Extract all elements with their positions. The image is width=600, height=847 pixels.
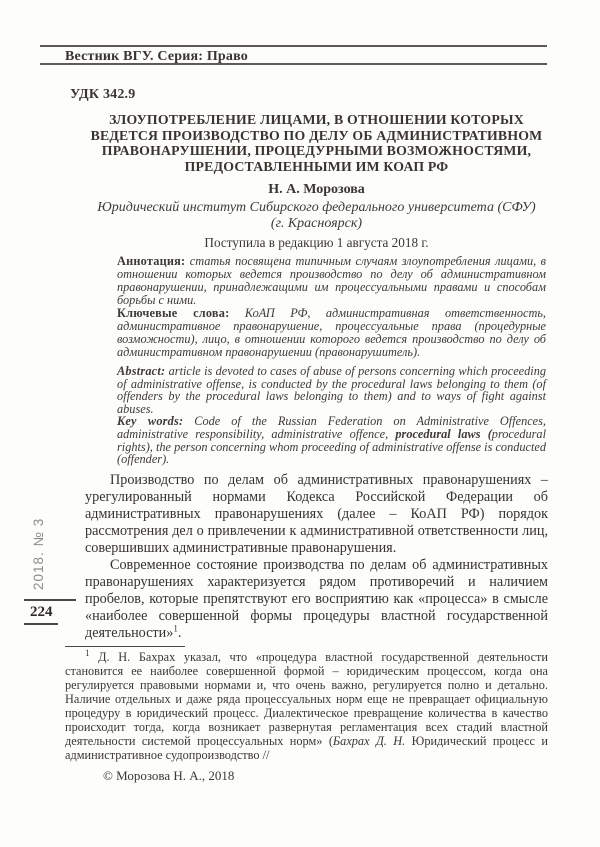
annotation-ru-keywords-label: Ключевые слова: xyxy=(117,306,230,320)
footnote-1-text xyxy=(65,647,548,762)
footnote-1-number: 1 xyxy=(85,647,90,658)
article-body xyxy=(85,472,548,642)
abstract-en-text: article is devoted to cases of abuse of persons concerning which proceeding of administrative offense, is conducted by the procedural laws belonging to them (of offenders by the procedural laws belonging to them) and to ways of fight against abuses. xyxy=(117,364,546,416)
annotation-ru-block xyxy=(117,255,546,359)
page-number-rule-bottom xyxy=(24,623,58,625)
annotation-ru-keywords xyxy=(117,307,546,359)
annotation-ru-label: Аннотация: xyxy=(117,254,186,268)
abstract-en-keywords-bold: procedural laws ( xyxy=(395,426,492,441)
abstract-en-keywords-part1: Code of the Russian Federation on Administrative Offences, administrative responsibility, administrative offence, xyxy=(117,414,546,441)
annotation-ru-paragraph xyxy=(117,255,546,307)
footnote-reference-mark: 1 xyxy=(173,623,178,634)
body-paragraph-2-text: Современное состояние производства по делам об административных правонарушениях характеризуется рядом противоречий и наличием пробелов, которые препятствуют его восприятию как «процесса» в смысле «наиболее совершенной формы процедуры властной государственной деятельности» xyxy=(85,556,548,641)
article-author: Н. А. Морозова xyxy=(268,182,365,197)
abstract-en-keywords-part2: procedural rights), the person concerning whom proceeding of administrative offense is conducted (offender). xyxy=(117,426,546,467)
page-number-rule-top xyxy=(24,599,76,601)
footnote-1-tail: Юридический процесс и административное судопроизводство // xyxy=(65,733,548,762)
abstract-en-keywords-label: Key words: xyxy=(117,414,184,429)
running-header xyxy=(40,45,547,65)
running-header-text: Вестник ВГУ. Серия: Право xyxy=(65,49,248,64)
margin-issue-label: 2018. № 3 xyxy=(31,517,46,590)
udc-code: УДК 342.9 xyxy=(70,87,136,102)
received-date: Поступила в редакцию 1 августа 2018 г. xyxy=(204,235,429,250)
body-paragraph-2 xyxy=(85,557,548,642)
article-content xyxy=(65,87,548,783)
annotation-ru-keywords-text: КоАП РФ, административная ответственность, административное правонарушение, процессуальные права (процедурные возможности), лицо, в отношении которого ведется производство по делу об административном правонарушении (правонарушитель). xyxy=(117,306,546,359)
abstract-en-block xyxy=(117,365,546,466)
copyright-line: © Морозова Н. А., 2018 xyxy=(103,767,235,783)
abstract-en-keywords xyxy=(117,415,546,465)
footnote-1 xyxy=(65,647,548,762)
body-paragraph-2-end: . xyxy=(177,624,182,641)
annotation-ru-text: статья посвящена типичным случаям злоупотребления лицами, в отношении которых ведется производство по делу об административном правонарушении, принадлежащими им процессуальными правами и способам борьбы с ними. xyxy=(117,254,546,307)
footnote-1-cite-author: Бахрах Д. Н. xyxy=(332,733,406,748)
footnote-1-body: Д. Н. Бахрах указал, что «процедура властной государственной деятельности становится ее наиболее совершенной формой – юридическим процессом, когда она регулируется правовыми нормами и, что очень важно, регулируется полно и детально. Наличие отдельных и даже ряда процессуальных норм еще не превращает официальную процедуру в юридический процесс. Диалектическое превращение количества в качество происходит тогда, когда возникает развернутая регламентация всех стадий властной деятельности системой процессуальных норм» ( xyxy=(65,649,548,748)
abstract-en-paragraph xyxy=(117,365,546,415)
body-paragraph-1: Производство по делам об административных правонарушениях – урегулированный нормами Кодекса Российской Федерации об административных правонарушениях (далее – КоАП РФ) порядок рассмотрения дел о привлечении к административной ответственности лиц, совершивших административные правонарушения. xyxy=(85,471,548,556)
margin-page-number-block xyxy=(24,599,78,625)
affiliation-line1: Юридический институт Сибирского федерального университета (СФУ) xyxy=(97,200,536,215)
article-title: ЗЛОУПОТРЕБЛЕНИЕ ЛИЦАМИ, В ОТНОШЕНИИ КОТОРЫХ ВЕДЕТСЯ ПРОИЗВОДСТВО ПО ДЕЛУ ОБ АДМИНИСТРАТИВНОМ ПРАВОНАРУШЕНИИ, ПРОЦЕДУРНЫМИ ВОЗМОЖНОСТЯМИ, ПРЕДОСТАВЛЕННЫМИ ИМ КОАП РФ xyxy=(90,112,543,174)
abstract-en-label: Abstract: xyxy=(117,364,166,378)
footnote-separator xyxy=(65,646,185,647)
affiliation-line2: (г. Красноярск) xyxy=(270,216,363,231)
page-number: 224 xyxy=(30,604,53,620)
